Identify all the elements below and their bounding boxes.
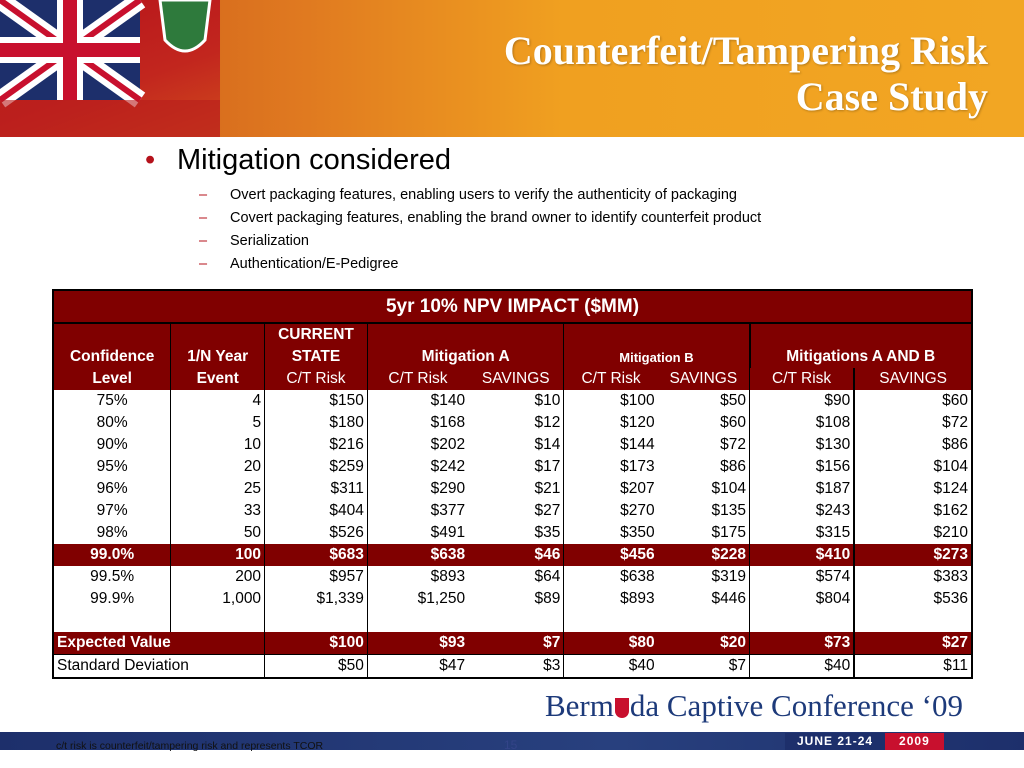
header-year-2: Event <box>171 368 265 390</box>
mit-a-risk-cell: $638 <box>367 544 468 566</box>
value-cell: $47 <box>367 655 468 679</box>
value-cell: $20 <box>658 632 750 655</box>
table-row <box>53 588 972 610</box>
header-ctrisk-b: C/T Risk <box>564 368 658 390</box>
mit-ab-risk-cell: $108 <box>750 412 855 434</box>
header-current-1: CURRENT <box>265 323 368 346</box>
mit-b-risk-cell: $207 <box>564 478 658 500</box>
mit-a-risk-cell: $202 <box>367 434 468 456</box>
mit-ab-risk-cell: $156 <box>750 456 855 478</box>
mit-a-risk-cell: $491 <box>367 522 468 544</box>
value-cell: $93 <box>367 632 468 655</box>
conference-logo-text-1: Berm <box>545 688 614 723</box>
table-row <box>53 434 972 456</box>
current-risk-cell: $216 <box>265 434 368 456</box>
header-year-1: 1/N Year <box>171 346 265 368</box>
mit-b-savings-cell: $228 <box>658 544 750 566</box>
crest-icon <box>615 698 629 718</box>
header-confidence-1: Confidence <box>53 346 171 368</box>
header-current-2: STATE <box>265 346 368 368</box>
value-cell: $27 <box>854 632 972 655</box>
mit-ab-savings-cell: $104 <box>854 456 972 478</box>
mit-ab-risk-cell: $315 <box>750 522 855 544</box>
value-cell: $7 <box>468 632 564 655</box>
mit-ab-risk-cell: $187 <box>750 478 855 500</box>
dash-icon: – <box>199 233 208 249</box>
mit-ab-savings-cell: $210 <box>854 522 972 544</box>
sub-bullet-text: Serialization <box>230 233 309 249</box>
header-row-3 <box>53 368 972 390</box>
mit-b-savings-cell: $175 <box>711 524 746 541</box>
year-event-cell: 4 <box>171 390 265 412</box>
mit-a-risk-cell: $1,250 <box>367 588 468 610</box>
main-bullet-text: Mitigation considered <box>177 144 452 176</box>
mit-b-savings-cell: $72 <box>720 436 746 453</box>
table-row <box>53 456 972 478</box>
header-mitigation-a: Mitigation A <box>367 346 564 368</box>
sub-bullet <box>199 230 1005 253</box>
current-risk-cell: $259 <box>265 456 368 478</box>
sub-bullet-list <box>199 184 1005 276</box>
mit-ab-savings-cell: $124 <box>854 478 972 500</box>
year-event-cell: 10 <box>171 434 265 456</box>
header-banner <box>0 0 1024 137</box>
main-bullet <box>145 142 1005 178</box>
table-row <box>53 522 972 544</box>
mit-ab-savings-cell: $86 <box>854 434 972 456</box>
table-row <box>53 390 972 412</box>
mit-b-savings-cell: $135 <box>711 502 746 519</box>
header-row-1 <box>53 323 972 346</box>
title-line-1: Counterfeit/Tampering Risk <box>503 28 988 73</box>
header-confidence-2: Level <box>53 368 171 390</box>
bermuda-flag-image <box>0 0 220 137</box>
mit-b-savings-cell: $104 <box>711 480 746 497</box>
conference-logo <box>545 688 963 724</box>
header-savings-ab: SAVINGS <box>854 368 972 390</box>
confidence-cell: 75% <box>53 390 171 412</box>
value-cell: $80 <box>564 632 658 655</box>
mit-b-risk-cell: $144 <box>564 434 658 456</box>
confidence-cell: 99.5% <box>53 566 171 588</box>
confidence-cell: 99.0% <box>53 544 171 566</box>
header-ctrisk-ab: C/T Risk <box>750 368 855 390</box>
header-mitigation-b: Mitigation B <box>564 346 750 368</box>
table-row <box>53 478 972 500</box>
current-risk-cell: $311 <box>265 478 368 500</box>
mit-b-risk-cell: $638 <box>564 566 658 588</box>
mit-a-savings-cell: $17 <box>534 458 561 475</box>
footnote: c/t risk is counterfeit/tampering risk and represents TCOR <box>56 740 324 752</box>
header-savings-b: SAVINGS <box>658 368 750 390</box>
year-event-cell: 1,000 <box>171 588 265 610</box>
sub-bullet-text: Overt packaging features, enabling users to verify the authenticity of packaging <box>230 187 737 203</box>
current-risk-cell: $1,339 <box>265 588 368 610</box>
value-cell: $100 <box>265 632 368 655</box>
confidence-cell: 80% <box>53 412 171 434</box>
mit-b-risk-cell: $173 <box>564 456 658 478</box>
current-risk-cell: $404 <box>265 500 368 522</box>
mit-b-risk-cell: $456 <box>564 544 658 566</box>
dash-icon: – <box>199 256 208 272</box>
year-event-cell: 200 <box>171 566 265 588</box>
mit-b-risk-cell: $270 <box>564 500 658 522</box>
header-current-3: C/T Risk <box>265 368 368 390</box>
mit-b-savings-cell: $446 <box>711 590 746 607</box>
dash-icon: – <box>199 187 208 203</box>
mit-b-risk-cell: $350 <box>564 522 658 544</box>
title-line-2: Case Study <box>795 74 988 119</box>
spacer-row <box>53 610 972 632</box>
mit-ab-savings-cell: $72 <box>854 412 972 434</box>
confidence-cell: 96% <box>53 478 171 500</box>
value-cell: $50 <box>265 655 368 679</box>
mit-a-risk-cell: $377 <box>367 500 468 522</box>
header-ctrisk-a: C/T Risk <box>367 368 468 390</box>
mit-a-savings-cell: $12 <box>534 414 561 431</box>
mit-ab-savings-cell: $383 <box>854 566 972 588</box>
value-cell: $7 <box>658 655 750 679</box>
mit-a-risk-cell: $893 <box>367 566 468 588</box>
conference-date <box>785 733 944 750</box>
year-event-cell: 20 <box>171 456 265 478</box>
conference-year: 2009 <box>885 733 944 750</box>
year-event-cell: 5 <box>171 412 265 434</box>
mit-b-savings-cell: $60 <box>720 414 746 431</box>
dash-icon: – <box>199 210 208 226</box>
table-row <box>53 566 972 588</box>
mit-b-risk-cell: $120 <box>564 412 658 434</box>
table-row <box>53 412 972 434</box>
mit-a-savings-cell: $14 <box>534 436 561 453</box>
page-number: 15 <box>504 738 518 752</box>
current-risk-cell: $150 <box>265 390 368 412</box>
table-row <box>53 544 972 566</box>
table-row <box>53 500 972 522</box>
mit-b-savings-cell: $86 <box>720 458 746 475</box>
current-risk-cell: $683 <box>265 544 368 566</box>
mit-a-risk-cell: $140 <box>367 390 468 412</box>
value-cell: $40 <box>750 655 855 679</box>
mit-ab-risk-cell: $90 <box>750 390 855 412</box>
bullet-list <box>145 142 1005 276</box>
table-title: 5yr 10% NPV IMPACT ($MM) <box>53 290 972 323</box>
value-cell: $40 <box>564 655 658 679</box>
value-cell: $11 <box>854 655 972 679</box>
confidence-cell: 97% <box>53 500 171 522</box>
header-mitigations-ab: Mitigations A AND B <box>750 346 973 368</box>
header-savings-a: SAVINGS <box>468 368 564 390</box>
mit-ab-savings-cell: $536 <box>854 588 972 610</box>
confidence-cell: 98% <box>53 522 171 544</box>
table-title-row <box>53 290 972 323</box>
conference-date-range: JUNE 21-24 <box>785 733 885 750</box>
mit-a-risk-cell: $290 <box>367 478 468 500</box>
mit-a-savings-cell: $46 <box>468 544 564 566</box>
mit-b-risk-cell: $893 <box>564 588 658 610</box>
mit-a-risk-cell: $168 <box>367 412 468 434</box>
mit-b-savings-cell: $319 <box>711 568 746 585</box>
year-event-cell: 100 <box>171 544 265 566</box>
mit-b-savings-cell: $50 <box>720 392 746 409</box>
sub-bullet <box>199 207 1005 230</box>
current-risk-cell: $180 <box>265 412 368 434</box>
expected-value-row <box>53 632 972 655</box>
current-risk-cell: $957 <box>265 566 368 588</box>
mit-a-savings-cell: $10 <box>534 392 561 409</box>
mit-ab-risk-cell: $804 <box>750 588 855 610</box>
header-row-2 <box>53 346 972 368</box>
confidence-cell: 95% <box>53 456 171 478</box>
mit-b-risk-cell: $100 <box>564 390 658 412</box>
value-cell: $3 <box>468 655 564 679</box>
sub-bullet-text: Authentication/E-Pedigree <box>230 256 399 272</box>
row-label: Standard Deviation <box>53 655 265 679</box>
conference-logo-text-2: da Captive Conference ‘09 <box>629 688 963 723</box>
mit-ab-risk-cell: $243 <box>750 500 855 522</box>
confidence-cell: 90% <box>53 434 171 456</box>
bullet-dot-icon: • <box>145 144 156 176</box>
current-risk-cell: $526 <box>265 522 368 544</box>
year-event-cell: 33 <box>171 500 265 522</box>
row-label: Expected Value <box>53 632 265 655</box>
mit-a-savings-cell: $89 <box>534 590 561 607</box>
mit-a-risk-cell: $242 <box>367 456 468 478</box>
mit-ab-risk-cell: $410 <box>750 544 855 566</box>
mit-a-savings-cell: $35 <box>534 524 561 541</box>
confidence-cell: 99.9% <box>53 588 171 610</box>
mit-ab-risk-cell: $574 <box>750 566 855 588</box>
sub-bullet <box>199 253 1005 276</box>
mit-a-savings-cell: $64 <box>534 568 561 585</box>
year-event-cell: 50 <box>171 522 265 544</box>
mit-ab-savings-cell: $162 <box>854 500 972 522</box>
npv-impact-table <box>52 289 973 679</box>
mit-a-savings-cell: $21 <box>534 480 561 497</box>
mit-ab-savings-cell: $60 <box>854 390 972 412</box>
mit-a-savings-cell: $27 <box>534 502 561 519</box>
std-deviation-row <box>53 655 972 679</box>
sub-bullet <box>199 184 1005 207</box>
year-event-cell: 25 <box>171 478 265 500</box>
sub-bullet-text: Covert packaging features, enabling the brand owner to identify counterfeit product <box>230 210 762 226</box>
value-cell: $73 <box>750 632 855 655</box>
mit-ab-savings-cell: $273 <box>854 544 972 566</box>
slide-title <box>504 28 988 120</box>
mit-ab-risk-cell: $130 <box>750 434 855 456</box>
